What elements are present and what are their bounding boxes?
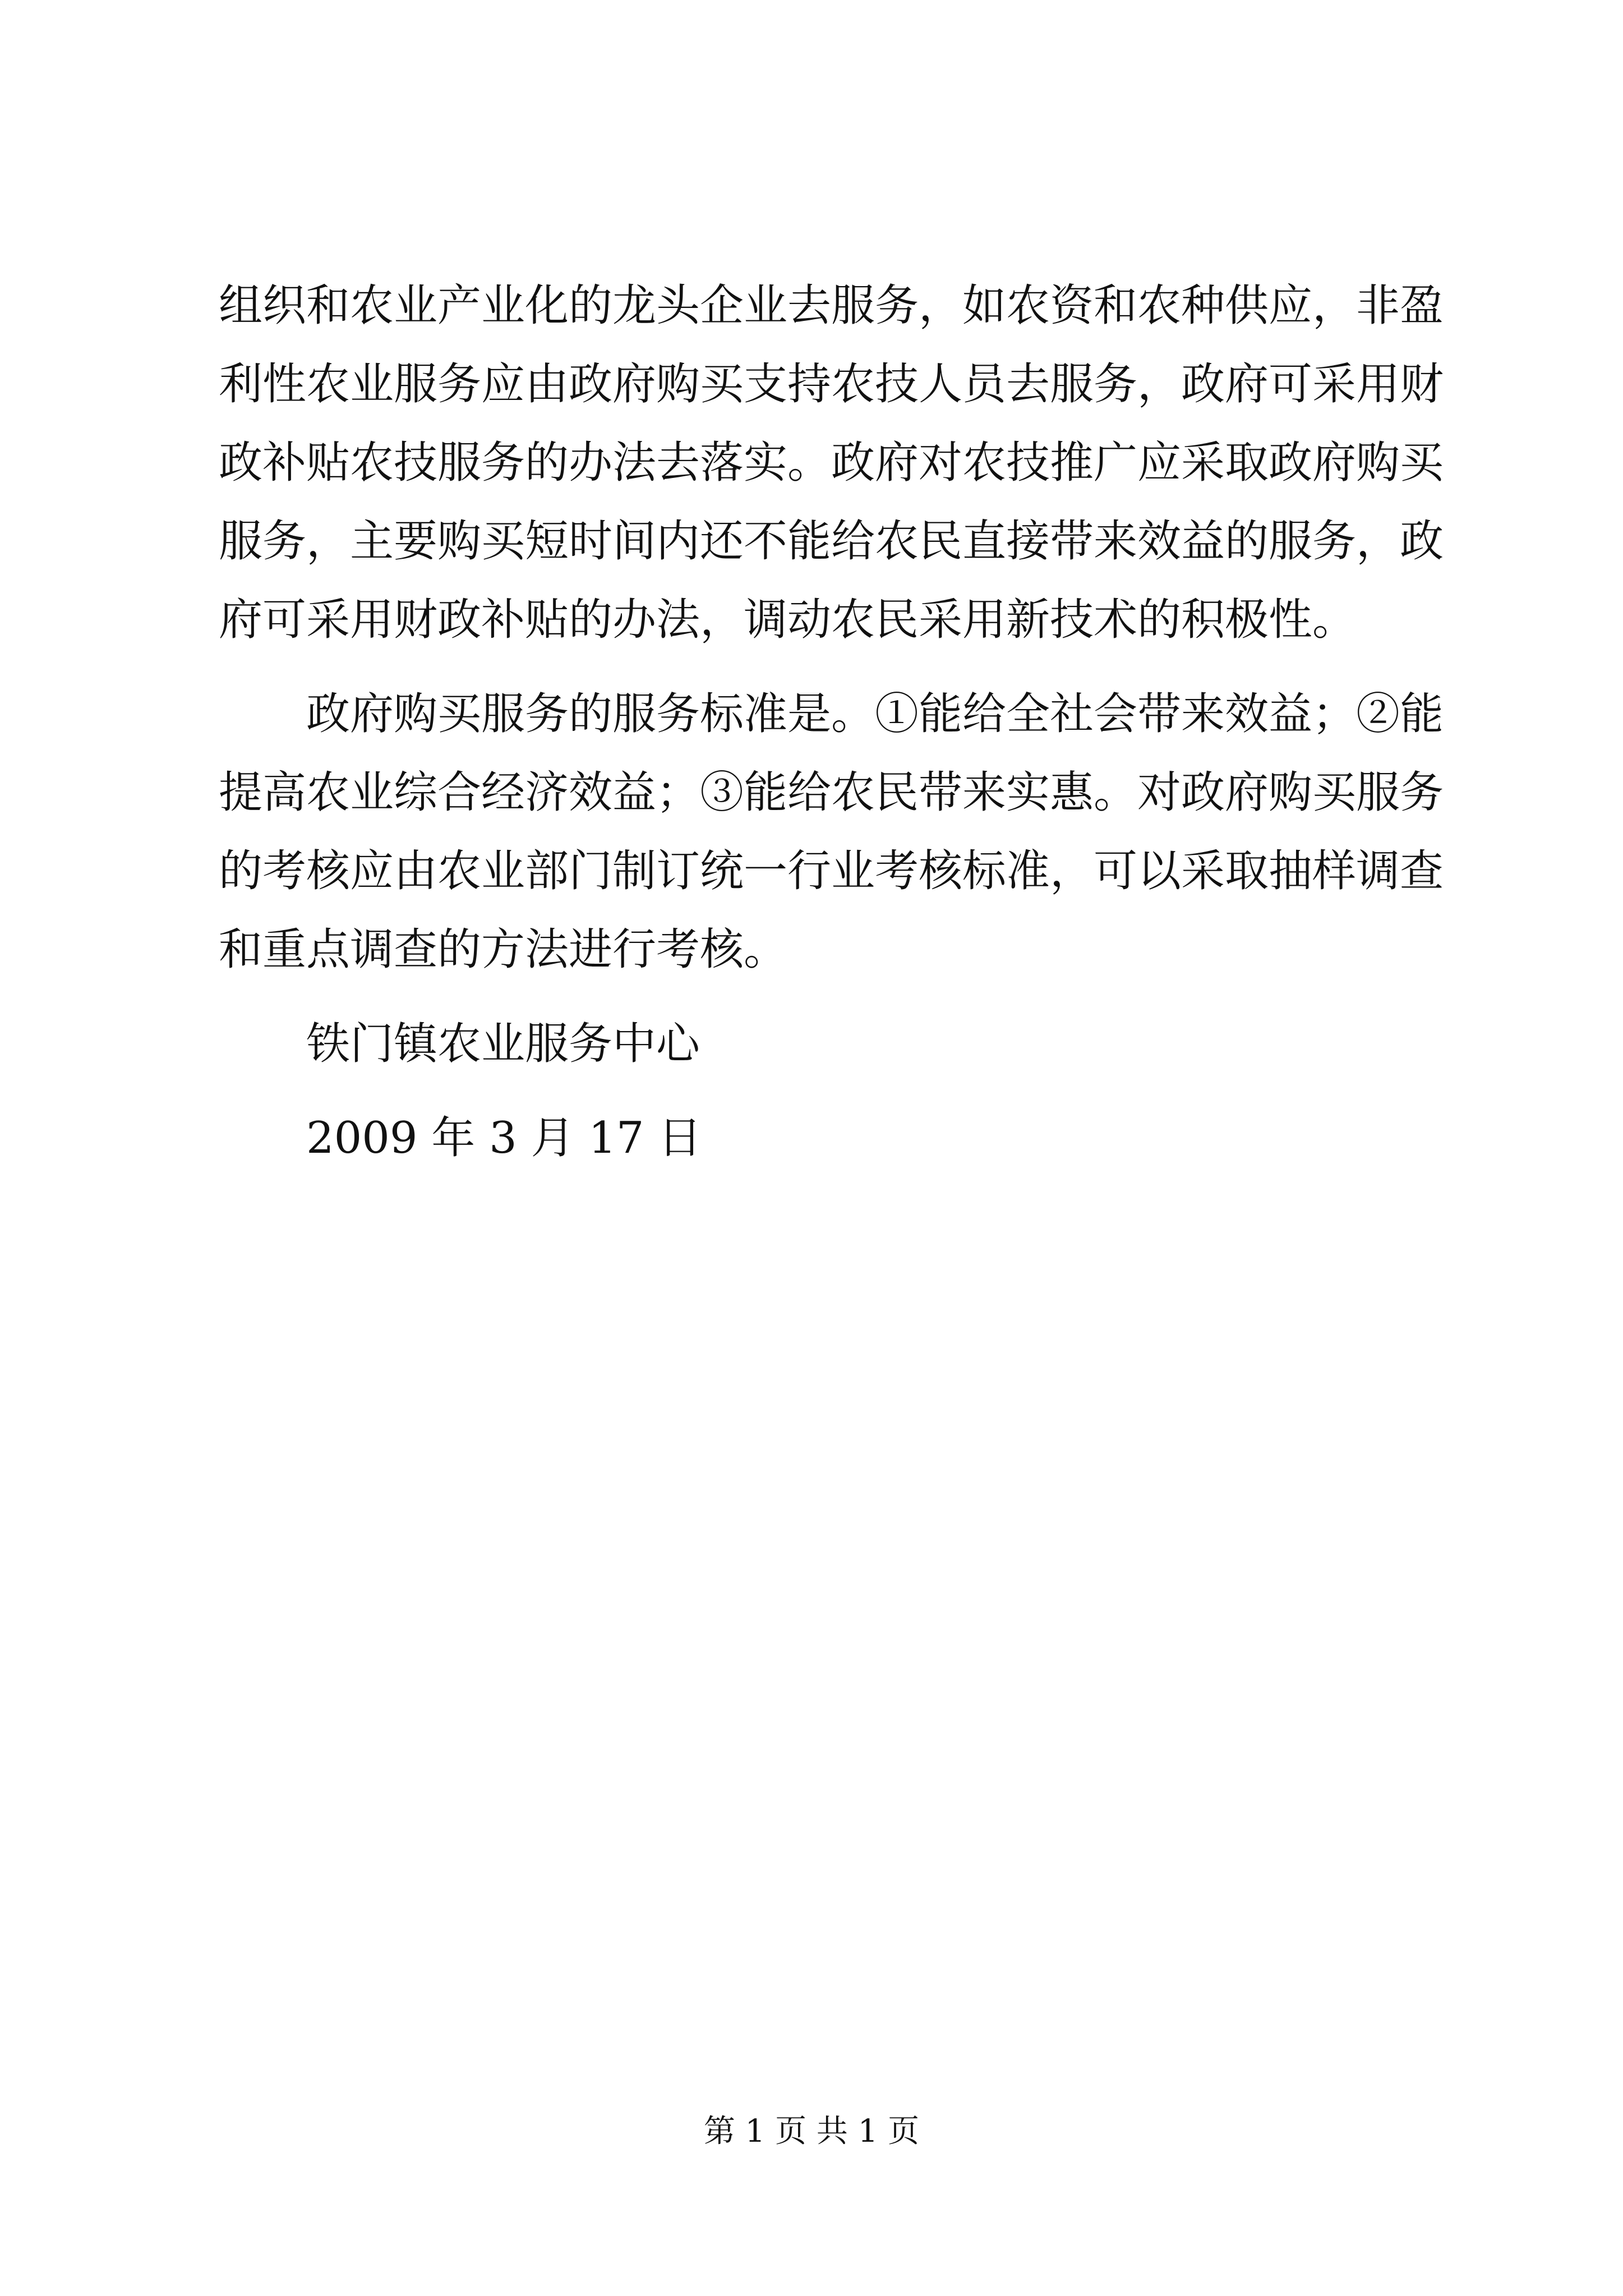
- document-date: 2009 年 3 月 17 日: [306, 1113, 702, 1163]
- text-line: 的考核应由农业部门制订统一行业考核标准，可以采取抽样调查: [219, 846, 1444, 896]
- text-line: 利性农业服务应由政府购买支持农技人员去服务，政府可采用财: [219, 359, 1444, 409]
- page-indicator: 第 1 页 共 1 页: [703, 2113, 920, 2150]
- paragraph-1: [219, 266, 1444, 659]
- page-footer: [0, 2109, 1623, 2154]
- paragraph-gap: [219, 989, 1424, 1005]
- text-line: 和重点调查的方法进行考核。: [219, 924, 788, 975]
- paragraph-2: [219, 675, 1444, 989]
- text-line: 政补贴农技服务的办法去落实。政府对农技推广应采取政府购买: [219, 438, 1444, 488]
- text-line: 服务，主要购买短时间内还不能给农民直接带来效益的服务，政: [219, 516, 1444, 567]
- text-line: 组织和农业产业化的龙头企业去服务，如农资和农种供应，非盈: [219, 280, 1444, 331]
- text-line: 提高农业综合经济效益；③能给农民带来实惠。对政府购买服务: [219, 767, 1444, 818]
- paragraph-gap: [219, 1083, 1424, 1099]
- paragraph-gap: [219, 659, 1424, 675]
- text-line: 政府购买服务的服务标准是。①能给全社会带来效益；②能: [306, 689, 1444, 739]
- text-line: 府可采用财政补贴的办法，调动农民采用新技术的积极性。: [219, 595, 1357, 645]
- signature: 铁门镇农业服务中心: [306, 1019, 700, 1069]
- document-body: [219, 266, 1444, 1177]
